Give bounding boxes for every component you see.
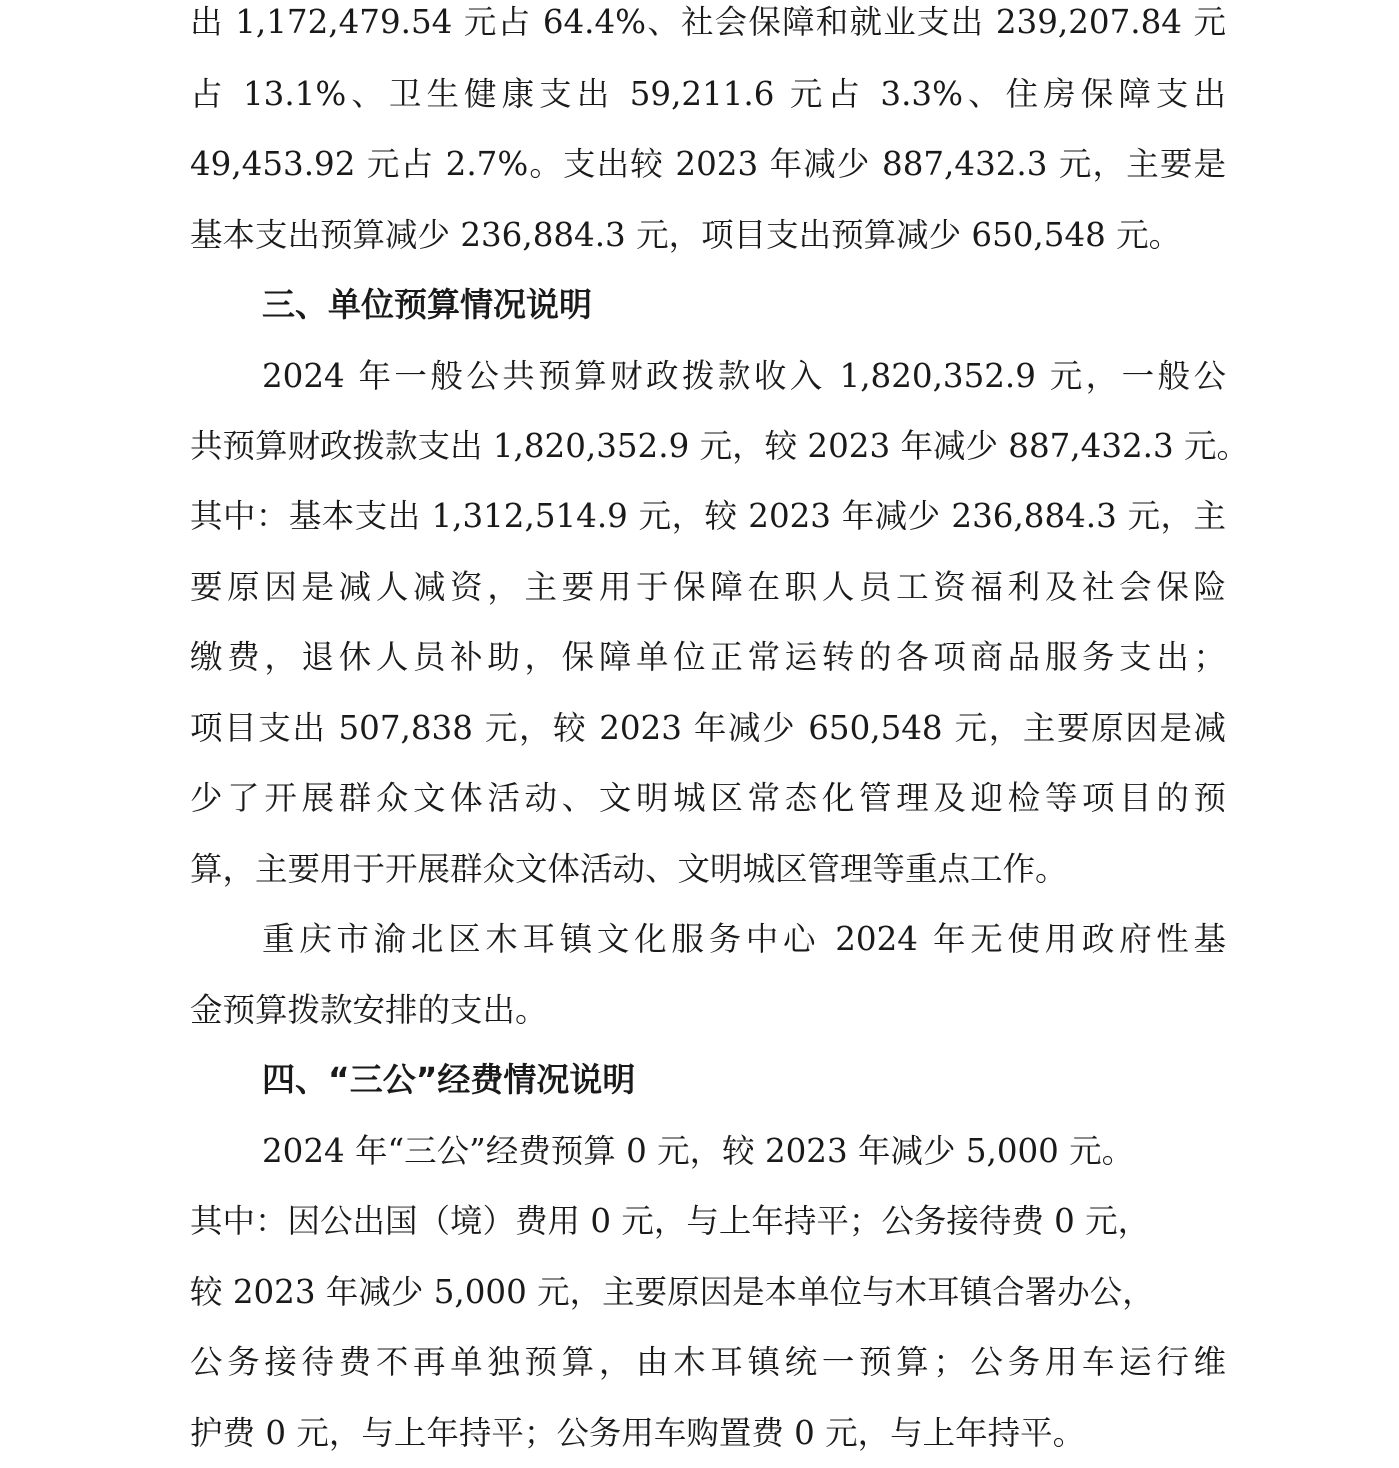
paragraph-line: 项目支出 507,838 元，较 2023 年减少 650,548 元，主要原因是减 [190, 709, 1226, 747]
paragraph-line: 出 1,172,479.54 元占 64.4%、社会保障和就业支出 239,207.84 元 [190, 3, 1226, 41]
paragraph-line: 共预算财政拨款支出 1,820,352.9 元，较 2023 年减少 887,432.3 元。 [190, 427, 1250, 465]
paragraph-line: 较 2023 年减少 5,000 元，主要原因是本单位与木耳镇合署办公， [190, 1273, 1155, 1311]
paragraph-line: 缴费，退休人员补助，保障单位正常运转的各项商品服务支出； [190, 638, 1226, 676]
paragraph-line: 其中：因公出国（境）费用 0 元，与上年持平；公务接待费 0 元， [190, 1202, 1151, 1240]
paragraph-line: 2024 年一般公共预算财政拨款收入 1,820,352.9 元，一般公 [262, 357, 1226, 395]
paragraph-line: 护费 0 元，与上年持平；公务用车购置费 0 元，与上年持平。 [190, 1414, 1086, 1452]
paragraph-line: 基本支出预算减少 236,884.3 元，项目支出预算减少 650,548 元。 [190, 216, 1182, 254]
paragraph-line: 占 13.1%、卫生健康支出 59,211.6 元占 3.3%、住房保障支出 [190, 75, 1226, 113]
section-heading-unit-budget: 三、单位预算情况说明 [262, 285, 592, 324]
paragraph-line: 其中：基本支出 1,312,514.9 元，较 2023 年减少 236,884.3 元，主 [190, 497, 1226, 535]
paragraph-line: 要原因是减人减资，主要用于保障在职人员工资福利及社会保险 [190, 568, 1226, 606]
paragraph-line: 49,453.92 元占 2.7%。支出较 2023 年减少 887,432.3 元，主要是 [190, 145, 1226, 183]
paragraph-line: 公务接待费不再单独预算，由木耳镇统一预算；公务用车运行维 [190, 1343, 1226, 1381]
paragraph-line: 金预算拨款安排的支出。 [190, 991, 548, 1029]
paragraph-line: 少了开展群众文体活动、文明城区常态化管理及迎检等项目的预 [190, 779, 1226, 817]
paragraph-line: 算，主要用于开展群众文体活动、文明城区管理等重点工作。 [190, 850, 1068, 888]
paragraph-line: 重庆市渝北区木耳镇文化服务中心 2024 年无使用政府性基 [262, 920, 1226, 958]
section-heading-three-public-expenses: 四、“三公”经费情况说明 [262, 1060, 636, 1099]
paragraph-line: 2024 年“三公”经费预算 0 元，较 2023 年减少 5,000 元。 [262, 1132, 1135, 1170]
